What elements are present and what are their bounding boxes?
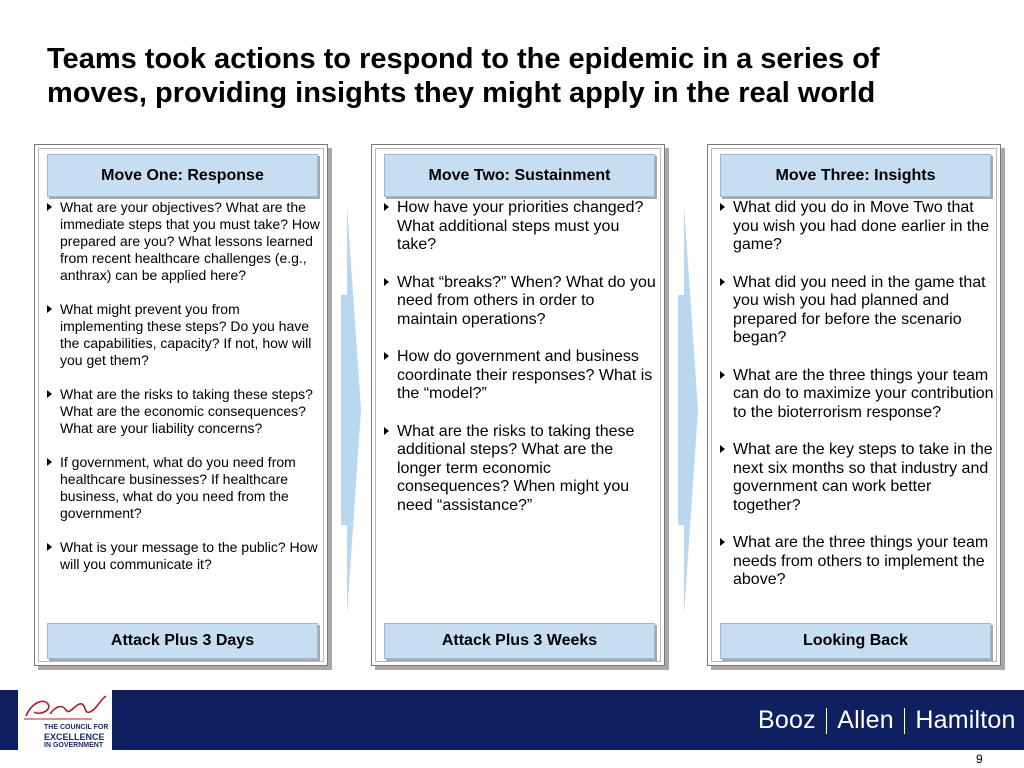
list-item: [45, 454, 321, 522]
bullet-arrow-icon: [47, 305, 52, 313]
right-arrow-icon: [678, 205, 698, 615]
list-item: [718, 199, 994, 255]
bullet-arrow-icon: [384, 427, 389, 435]
logo-line-1: THE COUNCIL FOR: [44, 724, 109, 731]
logo-line-2: EXCELLENCE: [44, 732, 105, 742]
brand-divider: [904, 708, 906, 734]
bullet-arrow-icon: [720, 278, 725, 286]
question-text: What did you need in the game that you wish you had planned and prepared for before the scenario began?: [733, 273, 986, 346]
bullet-arrow-icon: [720, 538, 725, 546]
list-item: [382, 348, 658, 404]
question-text: What are your objectives? What are the immediate steps that you must take? How prepared are you? What lessons learned from recent healthcare challenges (e.g., anthrax) can be applied here?: [60, 199, 320, 283]
brand-word-booz: Booz: [758, 706, 816, 734]
move-three-footer: Looking Back: [720, 623, 991, 659]
council-logo-text: [44, 724, 110, 750]
question-text: What is your message to the public? How will you communicate it?: [60, 539, 318, 572]
bullet-arrow-icon: [720, 371, 725, 379]
list-item: [718, 274, 994, 348]
list-item: [718, 534, 994, 590]
bullet-arrow-icon: [384, 203, 389, 211]
list-item: [382, 423, 658, 516]
excellence-script-logo-icon: [22, 692, 108, 722]
move-one-panel: [34, 144, 328, 666]
bullet-arrow-icon: [384, 352, 389, 360]
move-three-questions: [718, 199, 994, 609]
question-text: What are the key steps to take in the next six months so that industry and government can work better together?: [733, 441, 993, 514]
list-item: [718, 367, 994, 423]
slide-title: [47, 42, 987, 110]
move-two-panel: [371, 144, 665, 666]
council-logo: [18, 690, 112, 760]
question-text: What are the three things your team can do to maximize your contribution to the bioterrorism response?: [733, 366, 994, 421]
brand-word-allen: Allen: [837, 706, 894, 734]
question-text: How have your priorities changed? What additional steps must you take?: [397, 199, 644, 253]
list-item: [718, 441, 994, 515]
right-arrow-icon: [341, 205, 361, 615]
bullet-arrow-icon: [47, 203, 52, 211]
question-text: What are the three things your team needs from others to implement the above?: [733, 534, 989, 588]
bullet-arrow-icon: [47, 390, 52, 398]
list-item: [382, 274, 658, 330]
brand-word-hamilton: Hamilton: [915, 706, 1016, 734]
move-two-questions: [382, 199, 658, 534]
list-item: [45, 386, 321, 437]
move-two-header: Move Two: Sustainment: [384, 154, 655, 197]
question-text: What are the risks to taking these steps? What are the economic consequences? What are your liability concerns?: [60, 386, 313, 436]
move-one-questions: [45, 199, 321, 590]
question-text: If government, what do you need from healthcare businesses? If healthcare business, what do you need from the government?: [60, 454, 296, 521]
list-item: [45, 199, 321, 284]
bullet-arrow-icon: [47, 543, 52, 551]
list-item: [45, 539, 321, 573]
bullet-arrow-icon: [47, 458, 52, 466]
move-two-footer: Attack Plus 3 Weeks: [384, 623, 655, 659]
booz-allen-hamilton-logo: [758, 703, 1016, 737]
list-item: [382, 199, 658, 255]
move-three-header: Move Three: Insights: [720, 154, 991, 197]
slide-title-line-2: moves, providing insights they might apply in the real world: [47, 77, 876, 109]
question-text: What might prevent you from implementing these steps? Do you have the capabilities, capacity? If not, how will you get them?: [60, 301, 312, 368]
question-text: How do government and business coordinate their responses? What is the “model?”: [397, 348, 653, 402]
question-text: What “breaks?” When? What do you need from others in order to maintain operations?: [397, 273, 656, 328]
page-number: 9: [976, 752, 983, 766]
move-three-panel: [707, 144, 1001, 666]
move-one-footer: Attack Plus 3 Days: [47, 623, 318, 659]
list-item: [45, 301, 321, 369]
brand-divider: [826, 708, 828, 734]
slide-title-line-1: Teams took actions to respond to the epidemic in a series of: [47, 43, 880, 75]
move-one-header: Move One: Response: [47, 154, 318, 197]
question-text: What are the risks to taking these additional steps? What are the longer term economic consequences? When might you need “assistance?”: [397, 422, 635, 514]
bullet-arrow-icon: [720, 445, 725, 453]
logo-line-3: IN GOVERNMENT: [44, 742, 104, 749]
bullet-arrow-icon: [720, 203, 725, 211]
question-text: What did you do in Move Two that you wish you had done earlier in the game?: [733, 199, 990, 253]
bullet-arrow-icon: [384, 278, 389, 286]
